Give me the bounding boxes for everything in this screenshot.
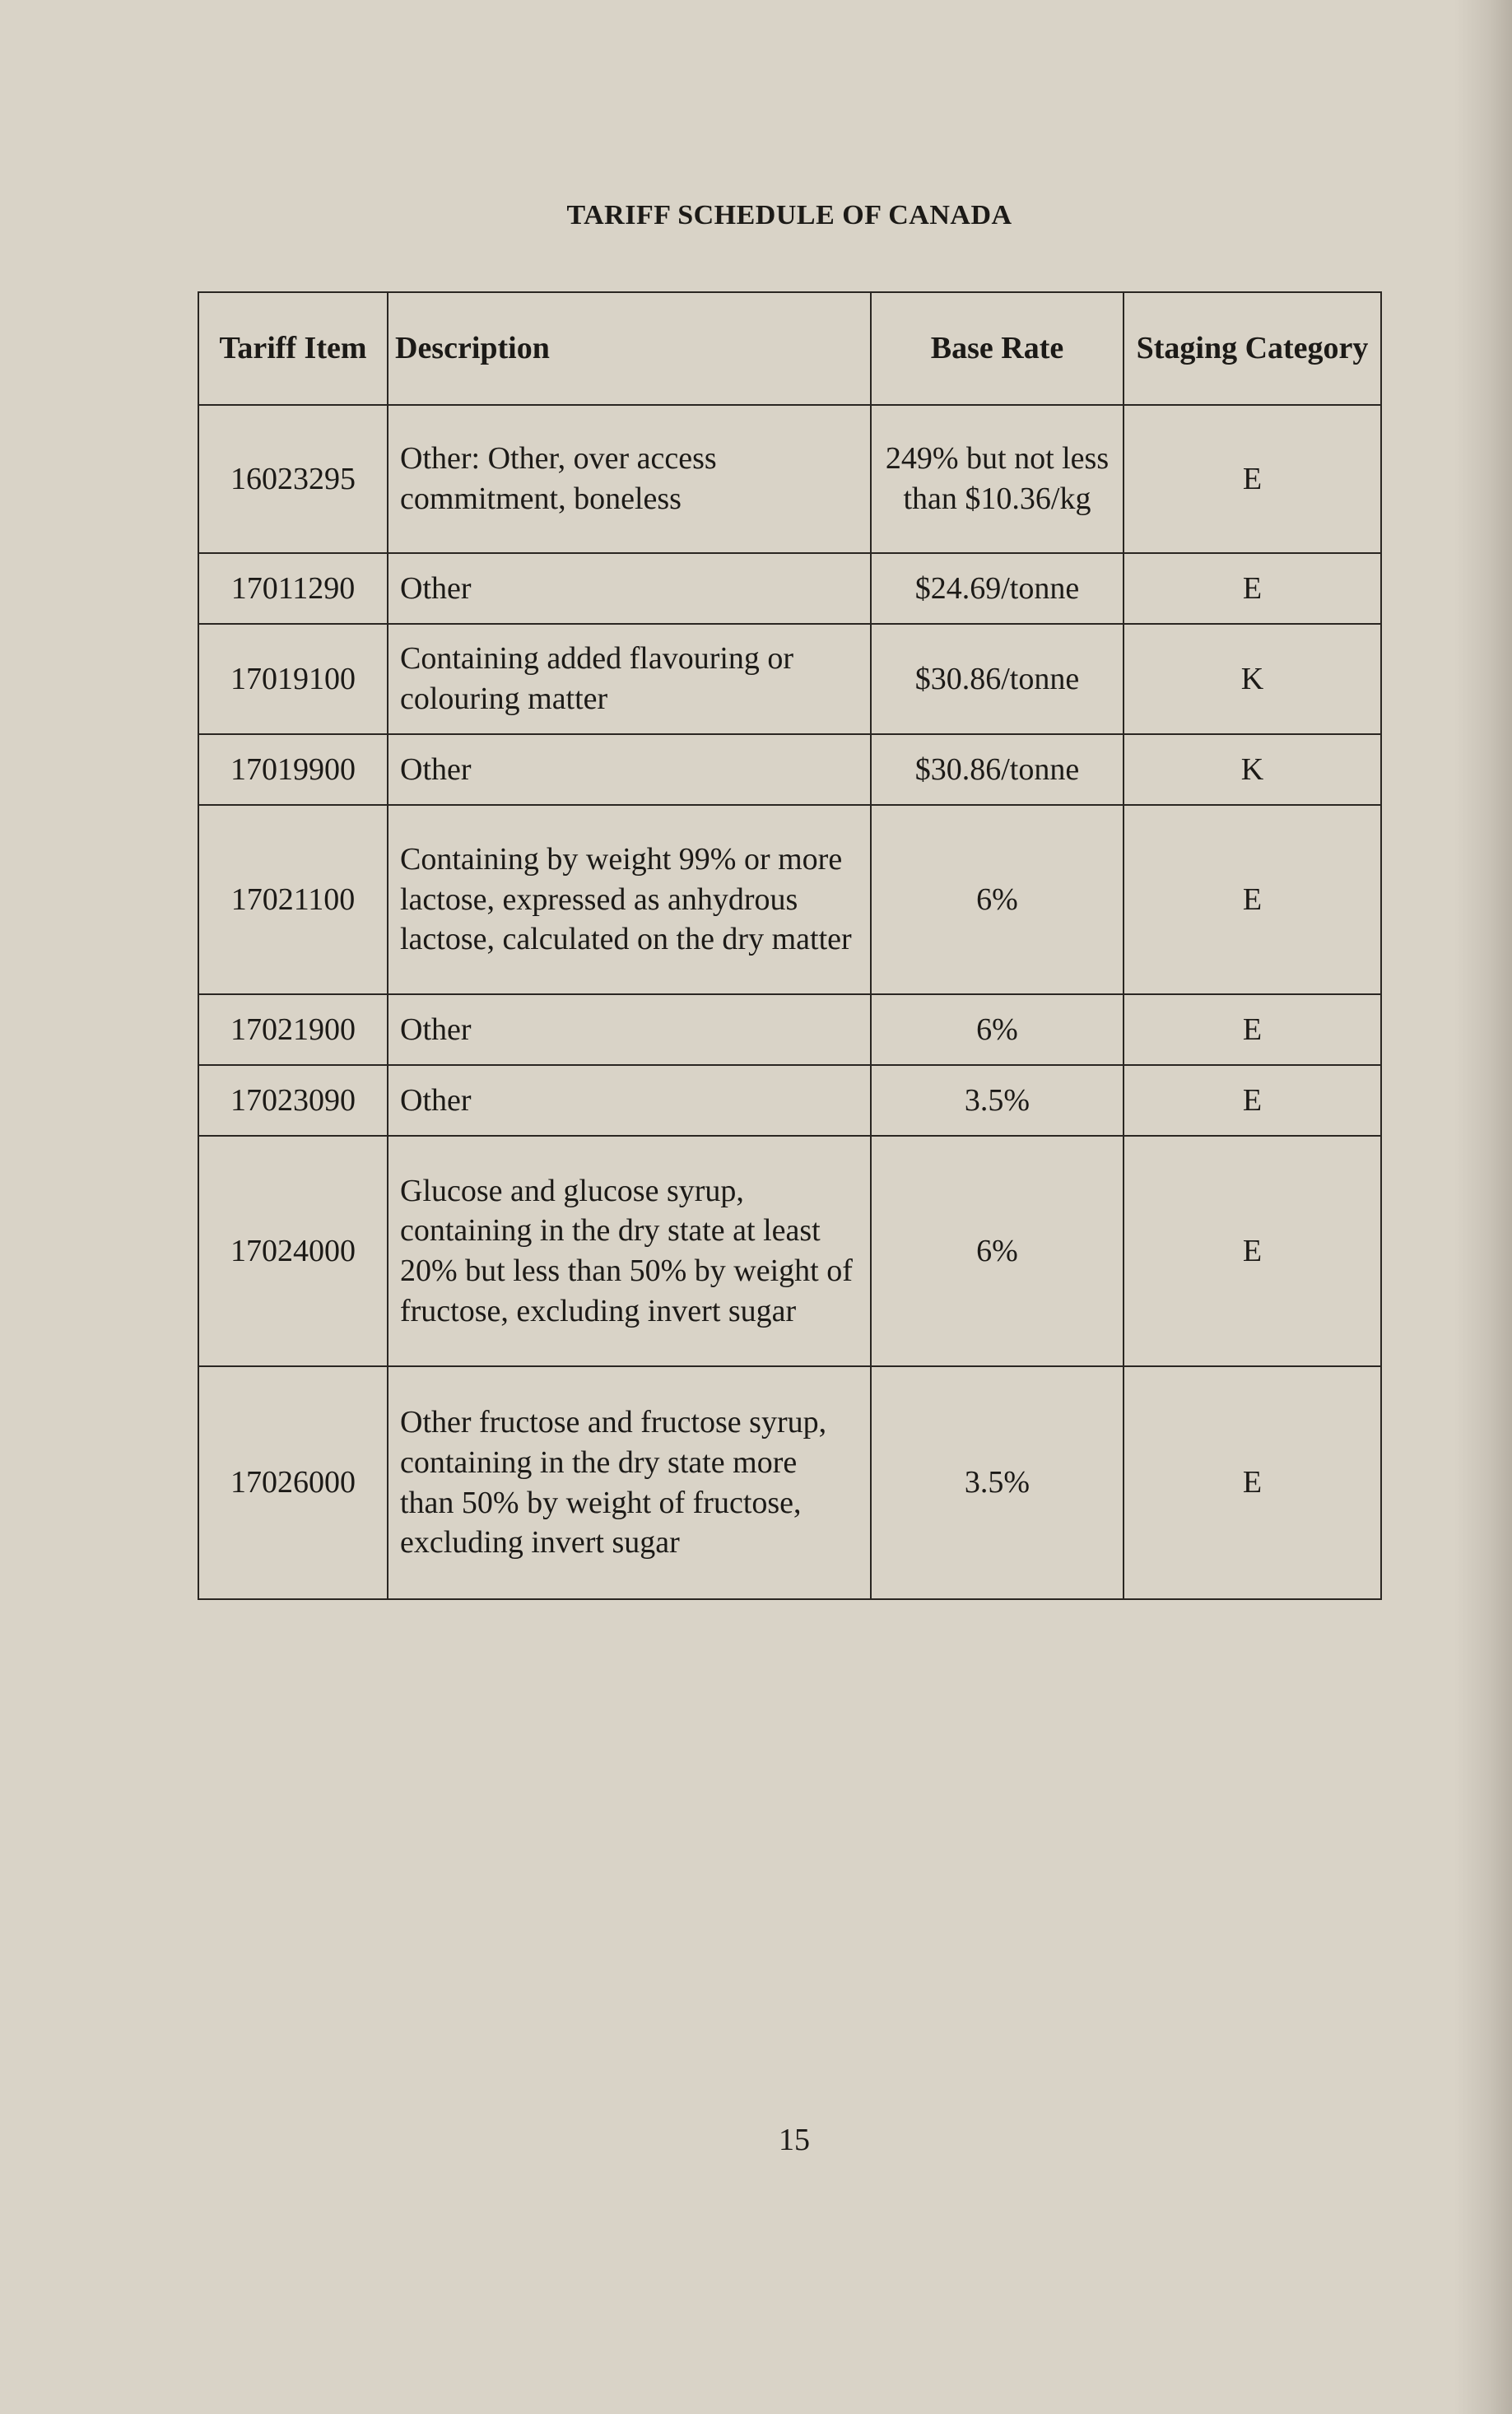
cell-description: Other xyxy=(388,1065,871,1136)
cell-description: Other fructose and fructose syrup, containing in the dry state more than 50% by weight of fructose, excluding invert sugar xyxy=(388,1366,871,1599)
page-edge-shadow xyxy=(1454,0,1512,2414)
header-base-rate: Base Rate xyxy=(871,292,1124,405)
header-description: Description xyxy=(388,292,871,405)
cell-staging-category: K xyxy=(1124,734,1381,805)
cell-tariff-item: 17019900 xyxy=(198,734,388,805)
cell-tariff-item: 17021100 xyxy=(198,805,388,994)
page-title: TARIFF SCHEDULE OF CANADA xyxy=(566,200,1012,230)
table-row xyxy=(198,734,1381,805)
tariff-table xyxy=(198,291,1382,1600)
cell-description: Other xyxy=(388,553,871,624)
cell-staging-category: E xyxy=(1124,405,1381,553)
cell-tariff-item: 17024000 xyxy=(198,1136,388,1366)
cell-base-rate: 249% but not less than $10.36/kg xyxy=(871,405,1124,553)
table-row xyxy=(198,1065,1381,1136)
cell-staging-category: E xyxy=(1124,1136,1381,1366)
cell-base-rate: 3.5% xyxy=(871,1366,1124,1599)
cell-tariff-item: 17021900 xyxy=(198,994,388,1065)
cell-tariff-item: 17019100 xyxy=(198,624,388,734)
table-row xyxy=(198,994,1381,1065)
cell-base-rate: 6% xyxy=(871,805,1124,994)
cell-base-rate: 3.5% xyxy=(871,1065,1124,1136)
header-tariff-item: Tariff Item xyxy=(198,292,388,405)
cell-description: Other: Other, over access commitment, boneless xyxy=(388,405,871,553)
table-row xyxy=(198,805,1381,994)
cell-description: Containing added flavouring or colouring matter xyxy=(388,624,871,734)
cell-staging-category: E xyxy=(1124,553,1381,624)
table-header-row xyxy=(198,292,1381,405)
cell-base-rate: $30.86/tonne xyxy=(871,734,1124,805)
cell-base-rate: $24.69/tonne xyxy=(871,553,1124,624)
table-row xyxy=(198,405,1381,553)
table-row xyxy=(198,624,1381,734)
cell-tariff-item: 17023090 xyxy=(198,1065,388,1136)
cell-staging-category: E xyxy=(1124,1366,1381,1599)
cell-description: Containing by weight 99% or more lactose, expressed as anhydrous lactose, calculated on the dry matter xyxy=(388,805,871,994)
cell-description: Other xyxy=(388,734,871,805)
cell-tariff-item: 17026000 xyxy=(198,1366,388,1599)
cell-base-rate: $30.86/tonne xyxy=(871,624,1124,734)
cell-base-rate: 6% xyxy=(871,994,1124,1065)
cell-base-rate: 6% xyxy=(871,1136,1124,1366)
table-row xyxy=(198,1366,1381,1599)
header-staging-category: Staging Category xyxy=(1124,292,1381,405)
cell-description: Glucose and glucose syrup, containing in the dry state at least 20% but less than 50% by weight of fructose, excluding invert sugar xyxy=(388,1136,871,1366)
cell-staging-category: E xyxy=(1124,994,1381,1065)
cell-staging-category: K xyxy=(1124,624,1381,734)
cell-tariff-item: 17011290 xyxy=(198,553,388,624)
cell-staging-category: E xyxy=(1124,805,1381,994)
cell-staging-category: E xyxy=(1124,1065,1381,1136)
table-row xyxy=(198,553,1381,624)
page-number: 15 xyxy=(779,2123,810,2157)
cell-tariff-item: 16023295 xyxy=(198,405,388,553)
table-row xyxy=(198,1136,1381,1366)
cell-description: Other xyxy=(388,994,871,1065)
